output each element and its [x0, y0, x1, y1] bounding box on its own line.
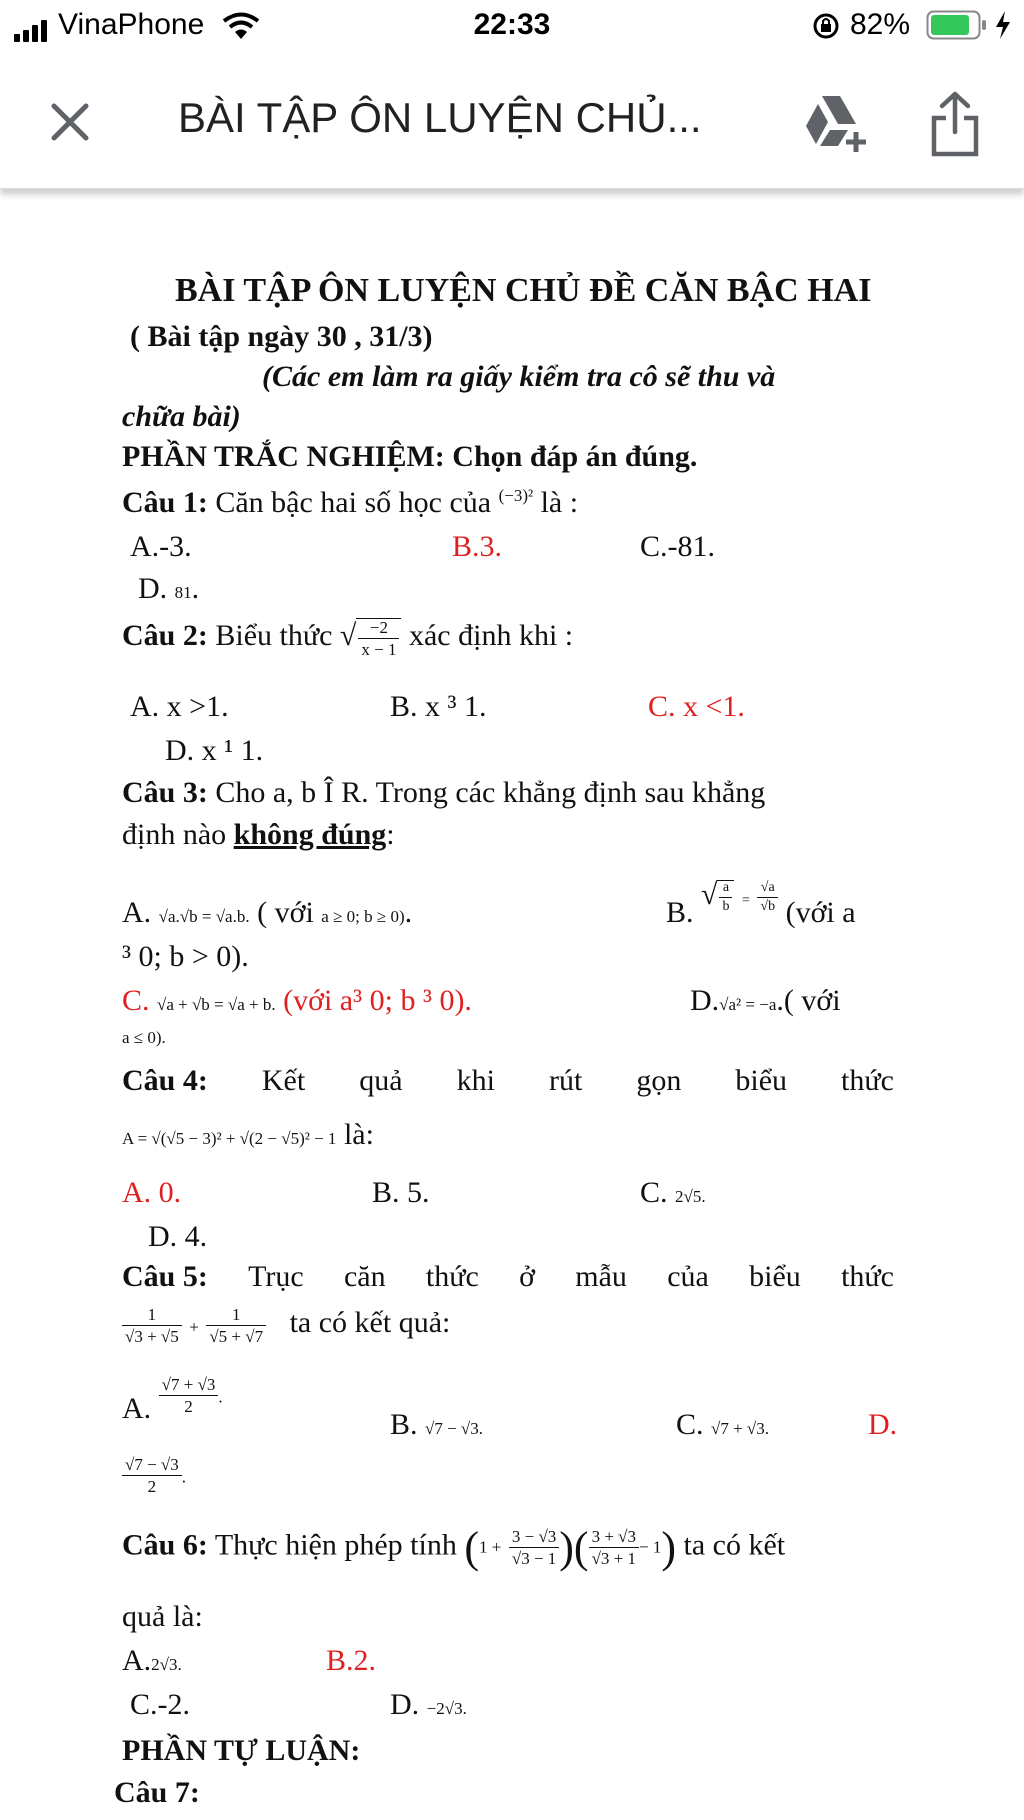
q3-option-a: A. √a.√b = √a.b. ( với a ≥ 0; b ≥ 0).	[122, 896, 413, 929]
q2-option-a: A. x >1.	[130, 690, 229, 723]
q1-option-c: C.-81.	[640, 530, 715, 563]
doc-note: (Các em làm ra giấy kiểm tra cô sẽ thu và	[262, 360, 776, 393]
viewer-toolbar	[0, 52, 1024, 189]
question-6: Câu 6: Thực hiện phép tính (1 + $\frac{3 - √3}{√3 - 1}$ )( $\frac{3 + √3}{√3 + 1}$ − 1) ta có kết	[122, 1523, 786, 1572]
question-4: Câu 4: Kết quả khi rút gọn biểu thức	[122, 1064, 894, 1097]
battery-icon	[926, 10, 988, 40]
q4-option-a: A. 0.	[122, 1176, 182, 1209]
q5-option-d-value: $\frac{√7 - √3}{2}$ .	[122, 1456, 186, 1495]
add-to-drive-icon[interactable]	[804, 90, 872, 154]
q5-option-c: C. √7 + √3.	[676, 1408, 770, 1441]
question-4-expr: A = √(√5 − 3)² + √(2 − √5)² − 1 là:	[122, 1118, 374, 1151]
question-3: Câu 3: Cho a, b Î R. Trong các khẳng định sau khẳng	[122, 776, 766, 809]
q4-option-b: B. 5.	[372, 1176, 430, 1209]
battery-percent: 82%	[850, 8, 911, 41]
status-bar	[0, 0, 1024, 52]
q3-option-b-cont: ³ 0; b > 0).	[122, 940, 249, 973]
q4-option-d: D. 4.	[148, 1220, 208, 1253]
section-essay: PHẦN TỰ LUẬN:	[122, 1734, 361, 1767]
carrier-name: VinaPhone	[58, 8, 205, 41]
question-2: Câu 2: Biểu thức √ $\frac{-2}{x - 1}$ xác định khi :	[122, 618, 574, 659]
q3-option-b: B. √ $\frac{a}{b}$ = $\frac{√a}{√b}$ (với a	[666, 878, 856, 929]
q4-option-c: C. 2√5.	[640, 1176, 706, 1209]
question-7-label: Câu 7:	[114, 1776, 200, 1809]
q3-option-d-cont: a ≤ 0).	[122, 1028, 166, 1047]
document-page[interactable]	[0, 200, 1024, 1820]
question-5-expr: $\frac{1}{√3 + √5}$ + $\frac{1}{√5 + √7}$ ta có kết quả:	[122, 1306, 450, 1345]
doc-note-cont: chữa bài)	[122, 400, 241, 433]
question-6-cont: quả là:	[122, 1600, 203, 1633]
q2-option-d: D. x ¹ 1.	[165, 734, 264, 767]
q1-option-a: A.-3.	[130, 530, 192, 563]
q5-option-a: A. $\frac{√7 + √3}{2}$ .	[122, 1375, 223, 1426]
q6-option-d: D. −2√3.	[390, 1688, 467, 1721]
question-5: Câu 5: Trục căn thức ở mẫu của biểu thức	[122, 1260, 894, 1293]
q1-option-d: D. 81.	[138, 572, 200, 605]
charging-bolt-icon	[994, 10, 1012, 40]
q6-option-b: B.2.	[326, 1644, 377, 1677]
share-icon[interactable]	[928, 90, 982, 158]
q2-option-b: B. x ³ 1.	[390, 690, 487, 723]
orientation-lock-icon	[812, 12, 840, 40]
q5-option-b: B. √7 − √3.	[390, 1408, 484, 1441]
doc-title: BÀI TẬP ÔN LUYỆN CHỦ ĐỀ CĂN BẬC HAI	[175, 272, 872, 309]
document-title: BÀI TẬP ÔN LUYỆN CHỦ...	[178, 94, 702, 141]
question-1: Câu 1: Căn bậc hai số học của $^{(-3)^2}$ là :	[122, 486, 579, 519]
q3-option-d: D.√a² = −a.( với	[690, 984, 841, 1017]
question-3-cont: định nào không đúng:	[122, 818, 395, 851]
q2-option-c: C. x <1.	[648, 690, 745, 723]
q5-option-d: D.	[868, 1408, 898, 1441]
q6-option-c: C.-2.	[130, 1688, 190, 1721]
clock: 22:33	[473, 8, 551, 41]
section-multiple-choice: PHẦN TRẮC NGHIỆM: Chọn đáp án đúng.	[122, 440, 698, 473]
close-icon[interactable]	[40, 92, 100, 152]
doc-date: ( Bài tập ngày 30 , 31/3)	[130, 320, 433, 353]
q3-option-c: C. √a + √b = √a + b. (với a³ 0; b ³ 0).	[122, 984, 472, 1017]
q6-option-a: A.2√3.	[122, 1644, 182, 1677]
q1-option-b: B.3.	[452, 530, 503, 563]
